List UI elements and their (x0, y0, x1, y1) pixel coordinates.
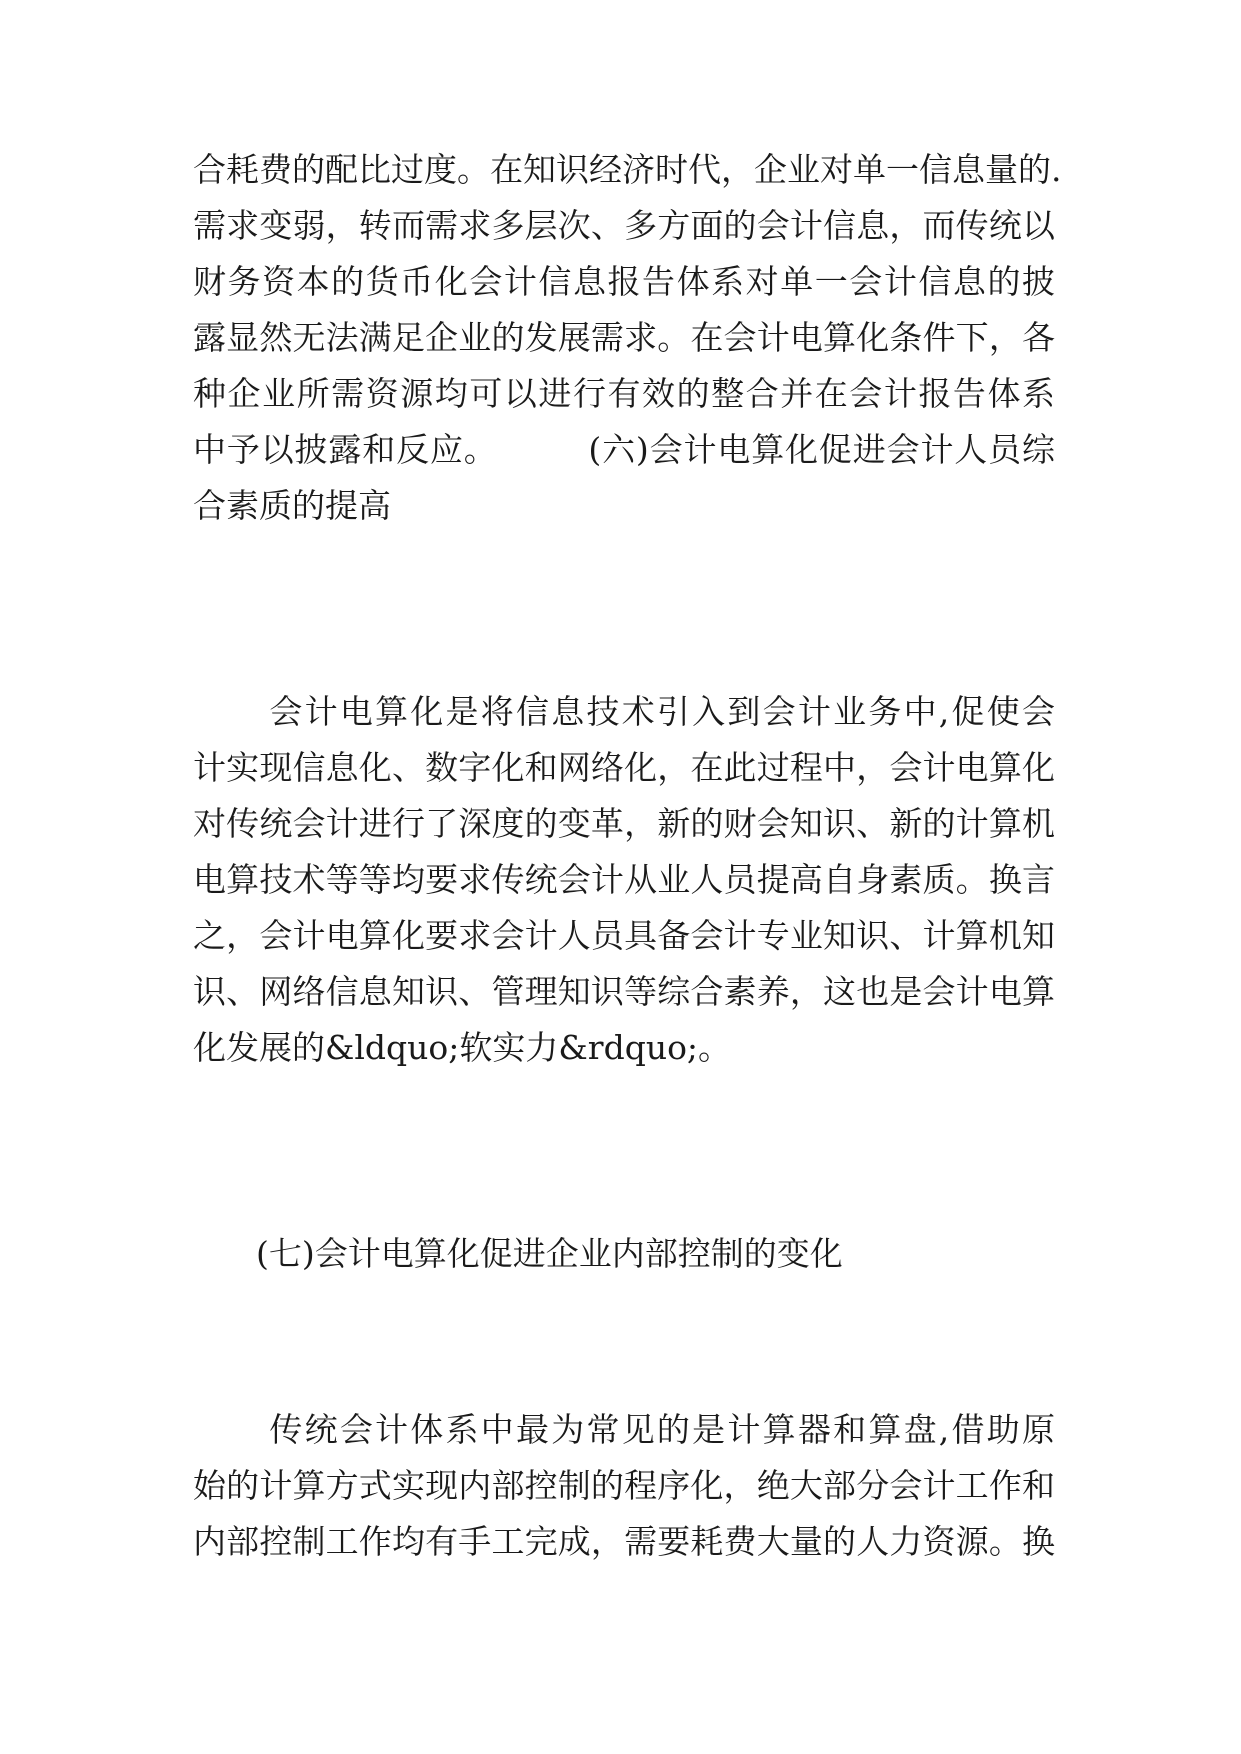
paragraph-1-line-7: 合素质的提高 (193, 486, 391, 525)
section-heading-7: (七)会计电算化促进企业内部控制的变化 (193, 1234, 843, 1273)
paragraph-1-line-4: 露显然无法满足企业的发展需求。在会计电算化条件下，各 (193, 318, 1055, 357)
paragraph-2-line-1: 会计电算化是将信息技术引入到会计业务中,促使会 (193, 692, 1055, 731)
paragraph-1-line-6: 中予以披露和反应。 (六)会计电算化促进会计人员综 (193, 430, 1055, 469)
paragraph-2-line-6: 识、网络信息知识、管理知识等综合素养，这也是会计电算 (193, 972, 1055, 1011)
paragraph-1-line-2: 需求变弱，转而需求多层次、多方面的会计信息，而传统以 (193, 206, 1055, 245)
paragraph-1-line-3: 财务资本的货币化会计信息报告体系对单一会计信息的披 (193, 262, 1055, 301)
paragraph-3-line-2: 始的计算方式实现内部控制的程序化，绝大部分会计工作和 (193, 1466, 1055, 1505)
paragraph-3-line-3: 内部控制工作均有手工完成，需要耗费大量的人力资源。换 (193, 1522, 1055, 1561)
paragraph-1-line-5: 种企业所需资源均可以进行有效的整合并在会计报告体系 (193, 374, 1055, 413)
paragraph-2-line-5: 之，会计电算化要求会计人员具备会计专业知识、计算机知 (193, 916, 1055, 955)
paragraph-2-line-2: 计实现信息化、数字化和网络化，在此过程中，会计电算化 (193, 748, 1055, 787)
paragraph-3-line-1: 传统会计体系中最为常见的是计算器和算盘,借助原 (193, 1410, 1055, 1449)
paragraph-2-line-7: 化发展的&ldquo;软实力&rdquo;。 (193, 1028, 732, 1067)
paragraph-2-line-4: 电算技术等等均要求传统会计从业人员提高自身素质。换言 (193, 860, 1055, 899)
paragraph-1-line-1: 合耗费的配比过度。在知识经济时代，企业对单一信息量的. (193, 150, 1062, 189)
paragraph-2-line-3: 对传统会计进行了深度的变革，新的财会知识、新的计算机 (193, 804, 1055, 843)
